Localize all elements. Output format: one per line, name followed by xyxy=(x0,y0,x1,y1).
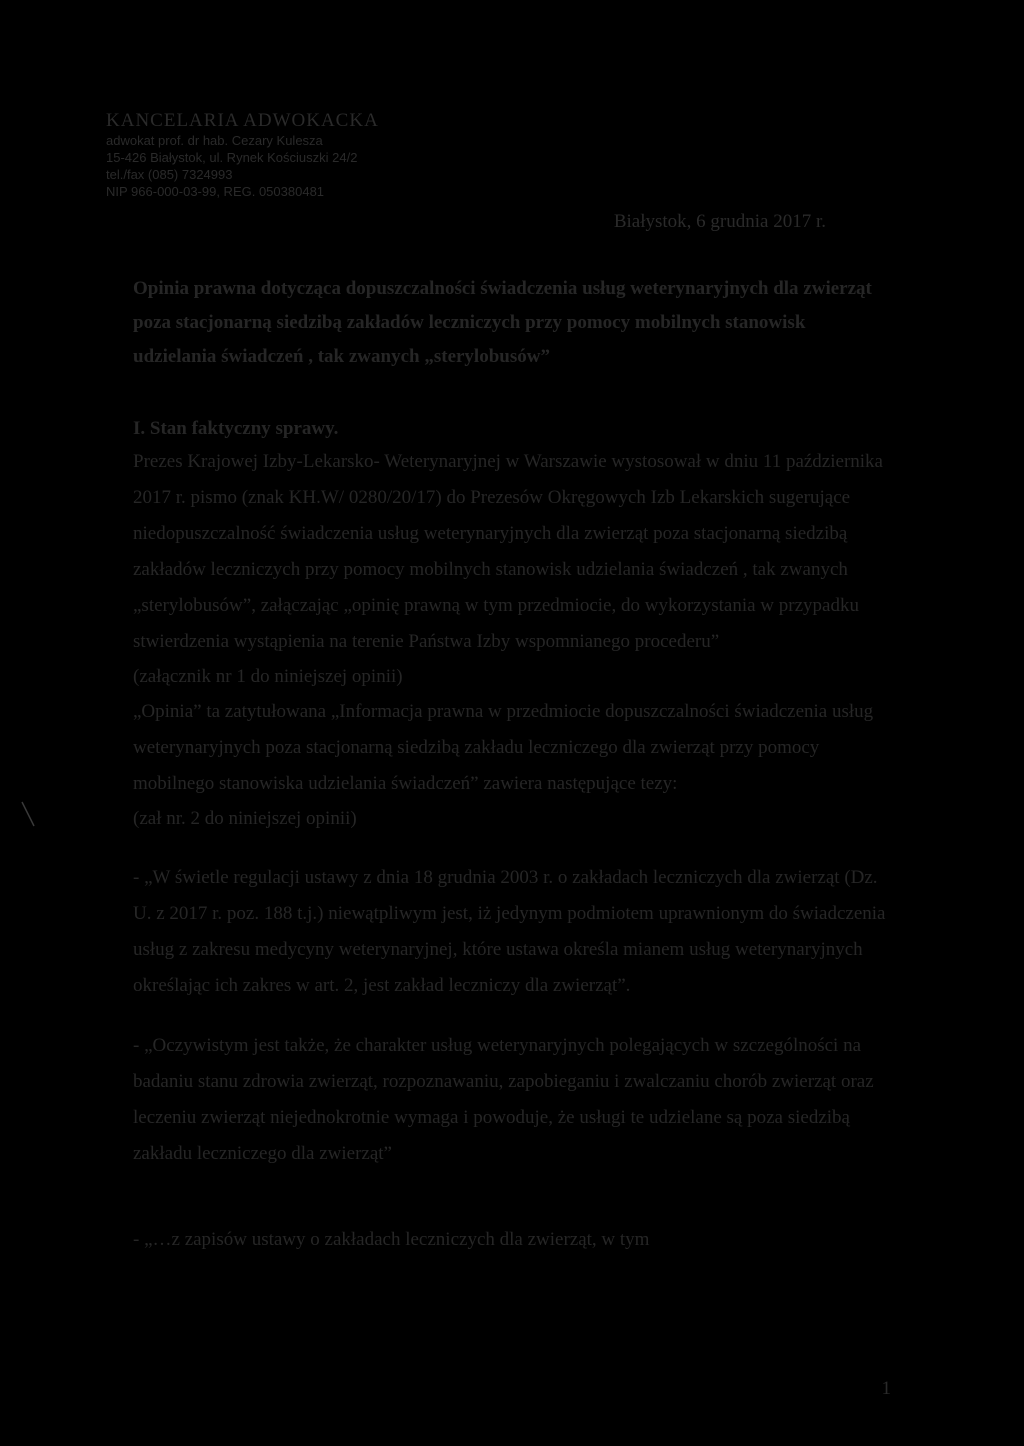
firm-ids: NIP 966-000-03-99, REG. 050380481 xyxy=(106,184,325,199)
document-date: Białystok, 6 grudnia 2017 r. xyxy=(613,211,826,232)
thesis-2: - „Oczywistym jest także, że charakter usług weterynaryjnych polegających w szczególności na badaniu stanu zdrowia zwierząt, rozpoznawaniu, zapobieganiu i zwalczaniu chorób zwierząt oraz leczeniu zwierząt niejednokrotnie wymaga i powoduje, że usługi te udzielane są poza siedzibą zakładu leczniczego dla zwierząt” xyxy=(133,1035,874,1164)
attachment-note-2: (zał nr. 2 do niniejszej opinii) xyxy=(133,808,357,829)
opinion-description: „Opinia” ta zatytułowana „Informacja prawna w przedmiocie dopuszczalności świadczenia usług weterynaryjnych poza stacjonarną siedzibą zakładu leczniczego dla zwierząt przy pomocy mobilnego stanowiska udzielania świadczeń” zawiera następujące tezy: xyxy=(133,701,874,794)
firm-name: KANCELARIA ADWOKACKA xyxy=(106,110,379,131)
firm-phone: tel./fax (085) 7324993 xyxy=(106,167,233,182)
thesis-3: - „…z zapisów ustawy o zakładach leczniczych dla zwierząt, w tym xyxy=(133,1229,650,1250)
attachment-note-1: (załącznik nr 1 do niniejszej opinii) xyxy=(133,666,403,687)
thesis-1: - „W świetle regulacji ustawy z dnia 18 grudnia 2003 r. o zakładach leczniczych dla zwierząt (Dz. U. z 2017 r. poz. 188 t.j.) niewątpliwym jest, iż jedynym podmiotem uprawnionym do świadczenia usług z zakresu medycyny weterynaryjnej, które ustawa określa mianem usług weterynaryjnych określając ich zakres w art. 2, jest zakład leczniczy dla zwierząt”. xyxy=(133,867,886,996)
document-body xyxy=(133,272,893,1258)
facts-paragraph: Prezes Krajowej Izby-Lekarsko- Weterynaryjnej w Warszawie wystosował w dniu 11 października 2017 r. pismo (znak KH.W/ 0280/20/17) do Prezesów Okręgowych Izb Lekarskich sugerujące niedopuszczalność świadczenia usług weterynaryjnych dla zwierząt poza stacjonarną siedzibą zakładów leczniczych przy pomocy mobilnych stanowisk udzielania świadczeń , tak zwanych „sterylobusów”, załączając „opinię prawną w tym przedmiocie, do wykorzystania w przypadku stwierdzenia wystąpienia na terenie Państwa Izby wspomnianego procederu” xyxy=(133,451,883,652)
section-title: I. Stan faktyczny sprawy. xyxy=(133,418,339,439)
margin-scratch-mark xyxy=(20,800,36,828)
letterhead xyxy=(106,110,426,200)
firm-address: 15-426 Białystok, ul. Rynek Kościuszki 24/2 xyxy=(106,150,358,165)
page-number: 1 xyxy=(881,1378,891,1399)
opinion-heading: Opinia prawna dotycząca dopuszczalności świadczenia usług weterynaryjnych dla zwierząt poza stacjonarną siedzibą zakładów leczniczych przy pomocy mobilnych stanowisk udzielania świadczeń , tak zwanych „sterylobusów” xyxy=(133,278,872,367)
lawyer-name: adwokat prof. dr hab. Cezary Kulesza xyxy=(106,133,323,148)
